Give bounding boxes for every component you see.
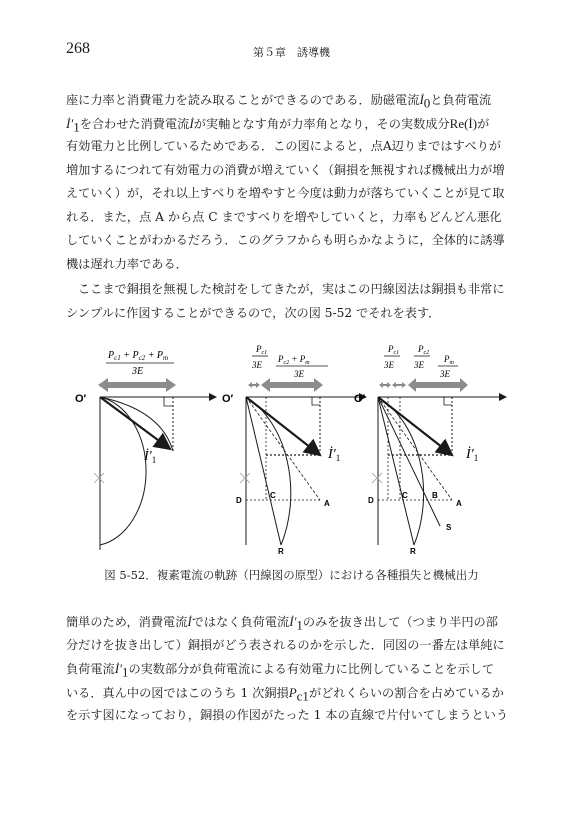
right-angle-mark [312, 397, 320, 405]
text-line: 簡単のため，消費電流İではなく負荷電流$İ'_1$のみを抜き出して（つまり半円の部 [66, 614, 498, 633]
point-d: D [368, 496, 374, 505]
power-arrow-rest [261, 378, 323, 392]
fraction-pc2-pm [276, 354, 328, 379]
paragraph-3 [66, 610, 522, 728]
point-a: A [456, 499, 462, 508]
diagram-middle [222, 344, 366, 556]
line-o-s [378, 397, 440, 526]
power-arrow-pc1 [248, 382, 260, 388]
text-line: していくことがわかるだろう．このグラフからも明らかなように，全体的に誘導 [66, 233, 505, 247]
svg-text:3E: 3E [294, 369, 304, 379]
point-s: S [446, 523, 452, 532]
text-line: を示す図になっており，銅損の作図がたった 1 本の直線で片付いてしまうという [66, 708, 509, 722]
right-angle-mark [164, 397, 173, 406]
current-vector [378, 397, 452, 455]
text-line: れる．また，点 A から点 C まですべりを増やしていくと，力率もどんどん悪化 [66, 209, 502, 224]
fraction-pc1 [251, 344, 268, 370]
line-o-r [378, 397, 414, 545]
figure-caption: 図 5-52．複素電流の軌跡（円線図の原型）における各種損失と機械出力 [104, 568, 479, 582]
svg-text:Pc1 + Pc2 + Pm: $P_{c1} + P_{c2} + P_m$ [108, 350, 169, 362]
origin-label: O′ [75, 393, 87, 405]
svg-text:3E: 3E [440, 369, 450, 379]
paragraph-1 [66, 88, 522, 276]
power-fraction-label [106, 350, 174, 377]
point-b: B [432, 491, 438, 500]
fraction-pc2 [413, 344, 430, 370]
text-line: $İ'_1$を合わせた消費電流İが実軸となす角が力率角となり，その実数成分Re(İ)が [66, 115, 490, 134]
diagram-right [354, 344, 506, 556]
svg-text:3E: 3E [252, 360, 262, 370]
text-line: 座に力率と消費電力を読み取ることができるのである．励磁電流$İ_0$と負荷電流 [66, 92, 492, 111]
text-line: シンプルに作図することができるので，次の図 5-52 でそれを表す． [66, 305, 441, 320]
current-label: $İ'_1$ [466, 447, 479, 463]
current-locus [246, 397, 291, 545]
power-arrow-pc2 [392, 382, 406, 388]
running-head: 第５章 誘導機 [253, 46, 330, 59]
current-locus [378, 397, 424, 545]
current-vector [100, 397, 170, 449]
cross-mark [372, 473, 382, 483]
current-label: $İ'_1$ [328, 447, 341, 463]
power-arrow [98, 378, 176, 392]
cross-mark [94, 473, 104, 483]
svg-text:Pc1: $P_{c1}$ [256, 344, 268, 356]
power-arrow-pc1 [379, 382, 391, 388]
svg-text:Pc1: $P_{c1}$ [388, 344, 400, 356]
svg-text:Pm: $P_m$ [444, 354, 454, 366]
point-c: C [402, 491, 408, 500]
point-r: R [410, 547, 416, 556]
svg-text:3E: 3E [132, 366, 144, 377]
text-line: 有効電力と比例しているためである．この図によると，点A辺りまではすべりが [66, 139, 502, 153]
text-line: 機は遅れ力率である． [66, 256, 188, 271]
point-r: R [278, 547, 284, 556]
text-line: えていく）が，それ以上すべりを増やすと今度は動力が落ちていくことが見て取 [66, 186, 505, 200]
point-d: D [236, 496, 242, 505]
svg-text:Pc2: $P_{c2}$ [418, 344, 430, 356]
fraction-pc1 [383, 344, 400, 370]
fraction-pm [438, 354, 458, 379]
point-a: A [324, 499, 330, 508]
diagram-left [75, 350, 216, 550]
dashed-o-a [246, 397, 320, 500]
point-c: C [270, 491, 276, 500]
page-number: 268 [66, 40, 90, 57]
svg-text:Pc2 + Pm: $P_{c2} + P_m$ [278, 354, 310, 366]
text-line: いる．真ん中の図ではこのうち 1 次銅損$P_{c1}$がどれくらいの割合を占めているか [66, 684, 504, 703]
text-line: ここまで銅損を無視した検討をしてきたが，実はこの円線図法は銅損も非常に [78, 282, 505, 296]
power-arrow-pm [408, 378, 468, 392]
cross-mark [240, 473, 250, 483]
text-line: 分だけを抜き出して）銅損がどう表されるのかを示した．同図の一番左は単純に [66, 637, 505, 652]
origin-label: O′ [222, 393, 234, 405]
svg-text:3E: 3E [384, 360, 394, 370]
text-line: 負荷電流$İ'_1$の実数部分が負荷電流による有効電力に比例していることを示して [66, 661, 495, 680]
current-locus [100, 397, 146, 545]
paragraph-2 [66, 278, 522, 325]
circle-diagram-figure [66, 340, 526, 565]
current-label: $İ'_1$ [144, 449, 157, 465]
origin-label: O′ [354, 393, 366, 405]
dashed-o-a [378, 397, 452, 500]
figure-5-52 [66, 340, 526, 565]
text-line: 増加するにつれて有効電力の消費が増えていく（銅損を無視すれば機械出力が増 [66, 162, 505, 177]
right-angle-mark [444, 397, 452, 405]
svg-text:3E: 3E [414, 360, 424, 370]
